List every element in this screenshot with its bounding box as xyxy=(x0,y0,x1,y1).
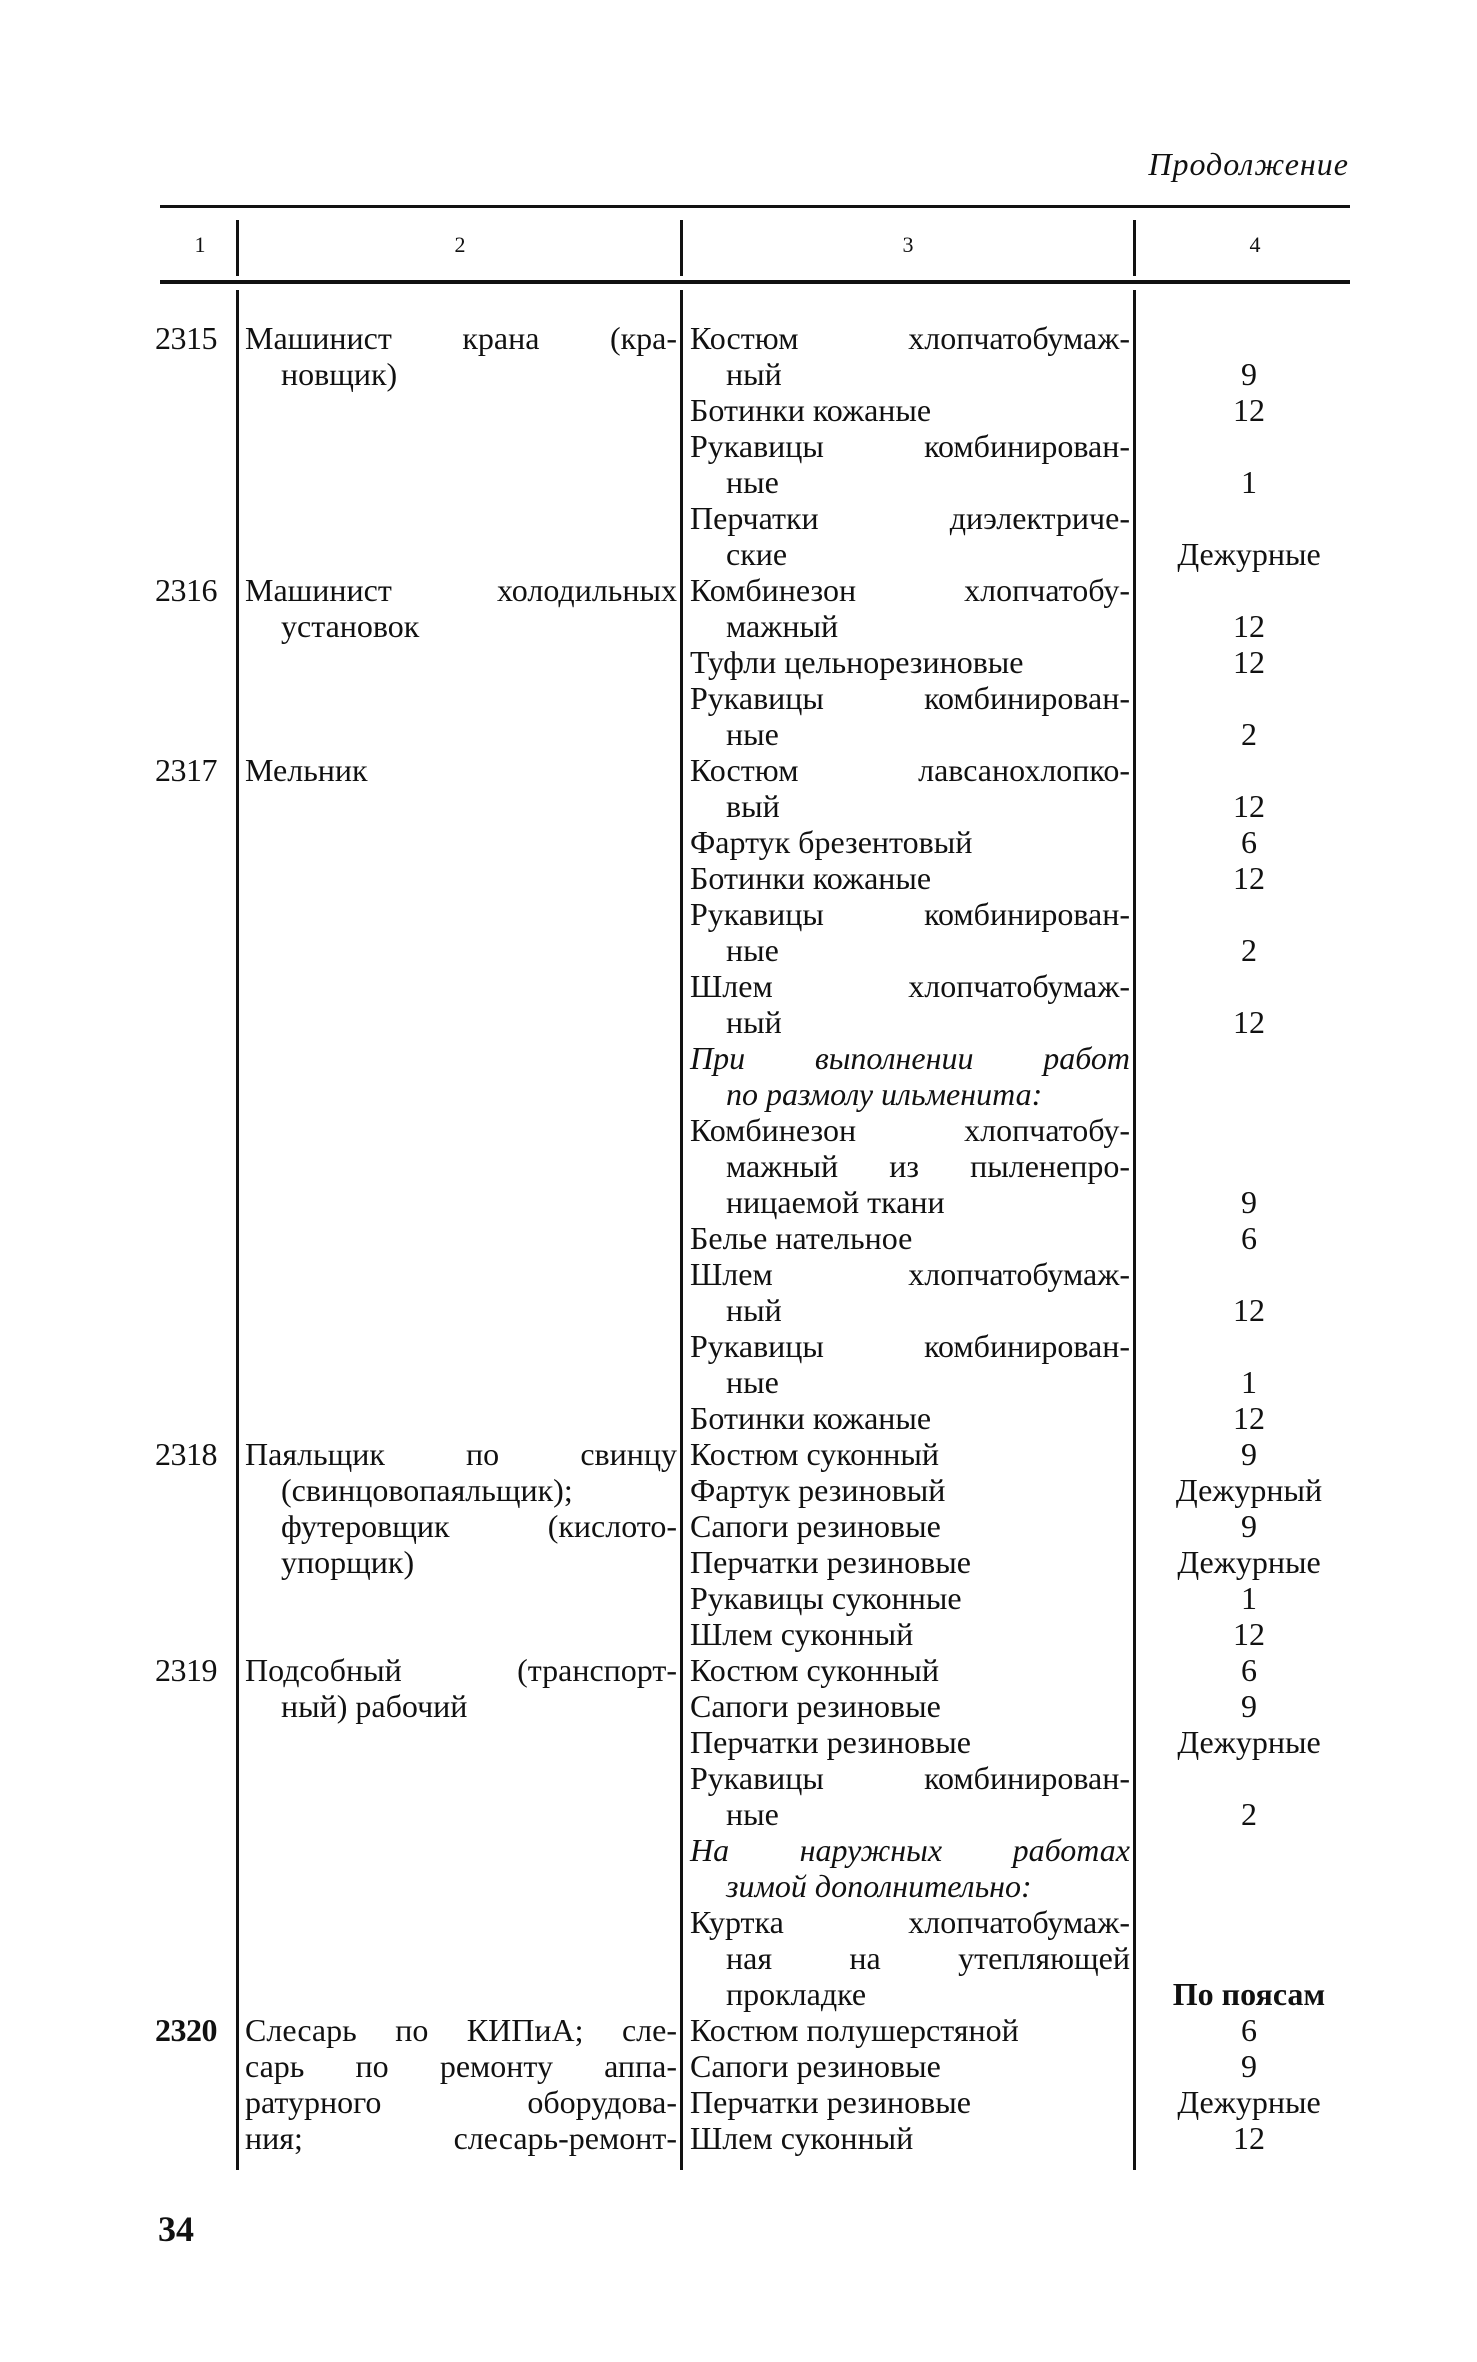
table-row xyxy=(0,1544,1477,1580)
quantity-cell: 12 xyxy=(1233,1616,1265,1652)
table-row xyxy=(0,2048,1477,2084)
table-row xyxy=(0,1652,1477,1688)
quantity-cell: 12 xyxy=(1233,1292,1265,1328)
item-cell: ные xyxy=(726,716,779,752)
table-row xyxy=(0,1904,1477,1940)
row-number: 2316 xyxy=(155,572,217,608)
profession-cell: Мельник xyxy=(245,752,368,788)
quantity-cell: 12 xyxy=(1233,1004,1265,1040)
table-row xyxy=(0,860,1477,896)
item-cell: Шлем хлопчатобумаж- xyxy=(690,968,1130,1004)
profession-cell: упорщик) xyxy=(281,1544,415,1580)
quantity-cell: 2 xyxy=(1241,932,1257,968)
item-cell: Сапоги резиновые xyxy=(690,1508,941,1544)
item-cell: Костюм полушерстяной xyxy=(690,2012,1019,2048)
table-row xyxy=(0,896,1477,932)
item-cell: ные xyxy=(726,1796,779,1832)
item-cell: ные xyxy=(726,932,779,968)
quantity-cell: Дежурные xyxy=(1177,1544,1321,1580)
header-sep-2 xyxy=(680,220,683,276)
quantity-cell: 1 xyxy=(1241,1364,1257,1400)
item-cell: Рукавицы комбинирован- xyxy=(690,1760,1130,1796)
table-row xyxy=(0,1184,1477,1220)
table-row xyxy=(0,1256,1477,1292)
table-row xyxy=(0,572,1477,608)
quantity-cell: 12 xyxy=(1233,788,1265,824)
quantity-cell: 6 xyxy=(1241,824,1257,860)
item-cell: При выполнении работ xyxy=(690,1040,1130,1076)
table-row xyxy=(0,2120,1477,2156)
table-row xyxy=(0,644,1477,680)
table-row xyxy=(0,1508,1477,1544)
quantity-cell: 9 xyxy=(1241,356,1257,392)
item-cell: Перчатки диэлектриче- xyxy=(690,500,1130,536)
row-number: 2317 xyxy=(155,752,217,788)
item-cell: Куртка хлопчатобумаж- xyxy=(690,1904,1130,1940)
profession-cell: ния; слесарь-ремонт- xyxy=(245,2120,677,2156)
item-cell: Сапоги резиновые xyxy=(690,1688,941,1724)
quantity-cell: 6 xyxy=(1241,2012,1257,2048)
item-cell: Костюм лавсанохлопко- xyxy=(690,752,1130,788)
continuation-label: Продолжение xyxy=(1148,146,1349,182)
quantity-cell: 9 xyxy=(1241,1436,1257,1472)
table-row xyxy=(0,1076,1477,1112)
item-cell: Костюм хлопчатобумаж- xyxy=(690,320,1130,356)
table-row xyxy=(0,1832,1477,1868)
item-cell: мажный xyxy=(726,608,839,644)
item-cell: прокладке xyxy=(726,1976,867,2012)
profession-cell: ратурного оборудова- xyxy=(245,2084,677,2120)
item-cell: Туфли цельнорезиновые xyxy=(690,644,1024,680)
quantity-cell: 6 xyxy=(1241,1220,1257,1256)
row-number: 2319 xyxy=(155,1652,217,1688)
col-header-3: 3 xyxy=(902,232,914,257)
quantity-cell: 9 xyxy=(1241,1688,1257,1724)
quantity-cell: По поясам xyxy=(1172,1976,1326,2012)
item-cell: ный xyxy=(726,1004,782,1040)
col-header-4: 4 xyxy=(1249,232,1261,257)
table-row xyxy=(0,536,1477,572)
table-row xyxy=(0,2084,1477,2120)
item-cell: ные xyxy=(726,1364,779,1400)
table-row xyxy=(0,392,1477,428)
quantity-cell: 9 xyxy=(1241,1508,1257,1544)
profession-cell: сарь по ремонту аппа- xyxy=(245,2048,677,2084)
table-row xyxy=(0,500,1477,536)
quantity-cell: 2 xyxy=(1241,1796,1257,1832)
item-cell: Шлем суконный xyxy=(690,2120,914,2156)
item-cell: мажный из пыленепро- xyxy=(726,1148,1130,1184)
item-cell: ная на утепляющей xyxy=(726,1940,1130,1976)
table-row xyxy=(0,824,1477,860)
header-sep-3 xyxy=(1133,220,1136,276)
table-row xyxy=(0,1472,1477,1508)
profession-cell: установок xyxy=(281,608,420,644)
item-cell: ные xyxy=(726,464,779,500)
row-number: 2315 xyxy=(155,320,217,356)
table-row xyxy=(0,932,1477,968)
table-row xyxy=(0,1004,1477,1040)
col-header-2: 2 xyxy=(454,232,466,257)
profession-cell: Слесарь по КИПиА; сле- xyxy=(245,2012,677,2048)
quantity-cell: 12 xyxy=(1233,2120,1265,2156)
header-bottom-rule xyxy=(160,280,1350,284)
row-number: 2318 xyxy=(155,1436,217,1472)
item-cell: Ботинки кожаные xyxy=(690,1400,932,1436)
table-row xyxy=(0,1796,1477,1832)
quantity-cell: Дежурный xyxy=(1175,1472,1323,1508)
quantity-cell: 12 xyxy=(1233,860,1265,896)
profession-cell: (свинцовопаяльщик); xyxy=(281,1472,573,1508)
item-cell: Ботинки кожаные xyxy=(690,392,932,428)
item-cell: На наружных работах xyxy=(690,1832,1130,1868)
item-cell: Рукавицы комбинирован- xyxy=(690,680,1130,716)
item-cell: зимой дополнительно: xyxy=(726,1868,1032,1904)
table-row xyxy=(0,1616,1477,1652)
quantity-cell: Дежурные xyxy=(1177,2084,1321,2120)
item-cell: вый xyxy=(726,788,780,824)
profession-cell: Паяльщик по свинцу xyxy=(245,1436,677,1472)
row-number: 2320 xyxy=(155,2012,217,2048)
table-row xyxy=(0,1580,1477,1616)
quantity-cell: 2 xyxy=(1241,716,1257,752)
item-cell: Фартук резиновый xyxy=(690,1472,946,1508)
profession-cell: ный) рабочий xyxy=(281,1688,468,1724)
item-cell: Рукавицы суконные xyxy=(690,1580,962,1616)
table-row xyxy=(0,1724,1477,1760)
table-row xyxy=(0,464,1477,500)
item-cell: Ботинки кожаные xyxy=(690,860,932,896)
table-row xyxy=(0,968,1477,1004)
table-row xyxy=(0,1112,1477,1148)
item-cell: Рукавицы комбинирован- xyxy=(690,1328,1130,1364)
quantity-cell: 12 xyxy=(1233,392,1265,428)
quantity-cell: 1 xyxy=(1241,1580,1257,1616)
table-row xyxy=(0,1328,1477,1364)
table-row xyxy=(0,1760,1477,1796)
quantity-cell: 6 xyxy=(1241,1652,1257,1688)
quantity-cell: Дежурные xyxy=(1177,536,1321,572)
table-row xyxy=(0,1364,1477,1400)
page-number: 34 xyxy=(158,2209,194,2249)
quantity-cell: 12 xyxy=(1233,608,1265,644)
profession-cell: Подсобный (транспорт- xyxy=(245,1652,677,1688)
table-row xyxy=(0,680,1477,716)
table-row xyxy=(0,788,1477,824)
profession-cell: Машинист холодильных xyxy=(245,572,677,608)
table-row xyxy=(0,1040,1477,1076)
table-row xyxy=(0,356,1477,392)
table-row xyxy=(0,1976,1477,2012)
quantity-cell: Дежурные xyxy=(1177,1724,1321,1760)
table-top-rule xyxy=(160,205,1350,208)
header-sep-1 xyxy=(236,220,239,276)
item-cell: ские xyxy=(726,536,788,572)
table-row xyxy=(0,1400,1477,1436)
quantity-cell: 12 xyxy=(1233,1400,1265,1436)
col-header-1: 1 xyxy=(194,232,206,257)
item-cell: Рукавицы комбинирован- xyxy=(690,428,1130,464)
table-row xyxy=(0,716,1477,752)
item-cell: Перчатки резиновые xyxy=(690,2084,971,2120)
profession-cell: Машинист крана (кра- xyxy=(245,320,677,356)
quantity-cell: 1 xyxy=(1241,464,1257,500)
table-row xyxy=(0,1292,1477,1328)
table-row xyxy=(0,1148,1477,1184)
item-cell: Перчатки резиновые xyxy=(690,1724,971,1760)
quantity-cell: 12 xyxy=(1233,644,1265,680)
item-cell: Перчатки резиновые xyxy=(690,1544,971,1580)
item-cell: Сапоги резиновые xyxy=(690,2048,941,2084)
item-cell: ницаемой ткани xyxy=(726,1184,945,1220)
item-cell: Костюм суконный xyxy=(690,1436,940,1472)
item-cell: Комбинезон хлопчатобу- xyxy=(690,1112,1130,1148)
item-cell: Рукавицы комбинирован- xyxy=(690,896,1130,932)
item-cell: ный xyxy=(726,1292,782,1328)
profession-cell: новщик) xyxy=(281,356,398,392)
profession-cell: футеровщик (кислото- xyxy=(281,1508,677,1544)
table-row xyxy=(0,320,1477,356)
table-row xyxy=(0,752,1477,788)
table-body xyxy=(0,320,1477,2156)
quantity-cell: 9 xyxy=(1241,2048,1257,2084)
item-cell: Белье нательное xyxy=(690,1220,913,1256)
table-row xyxy=(0,608,1477,644)
table-row xyxy=(0,1688,1477,1724)
item-cell: Фартук брезентовый xyxy=(690,824,973,860)
item-cell: ный xyxy=(726,356,782,392)
table-row xyxy=(0,1220,1477,1256)
item-cell: Шлем суконный xyxy=(690,1616,914,1652)
item-cell: Комбинезон хлопчатобу- xyxy=(690,572,1130,608)
table-row xyxy=(0,1436,1477,1472)
item-cell: Шлем хлопчатобумаж- xyxy=(690,1256,1130,1292)
table-row xyxy=(0,1868,1477,1904)
table-row xyxy=(0,428,1477,464)
item-cell: Костюм суконный xyxy=(690,1652,940,1688)
table-row xyxy=(0,2012,1477,2048)
quantity-cell: 9 xyxy=(1241,1184,1257,1220)
table-row xyxy=(0,1940,1477,1976)
item-cell: по размолу ильменита: xyxy=(726,1076,1043,1112)
